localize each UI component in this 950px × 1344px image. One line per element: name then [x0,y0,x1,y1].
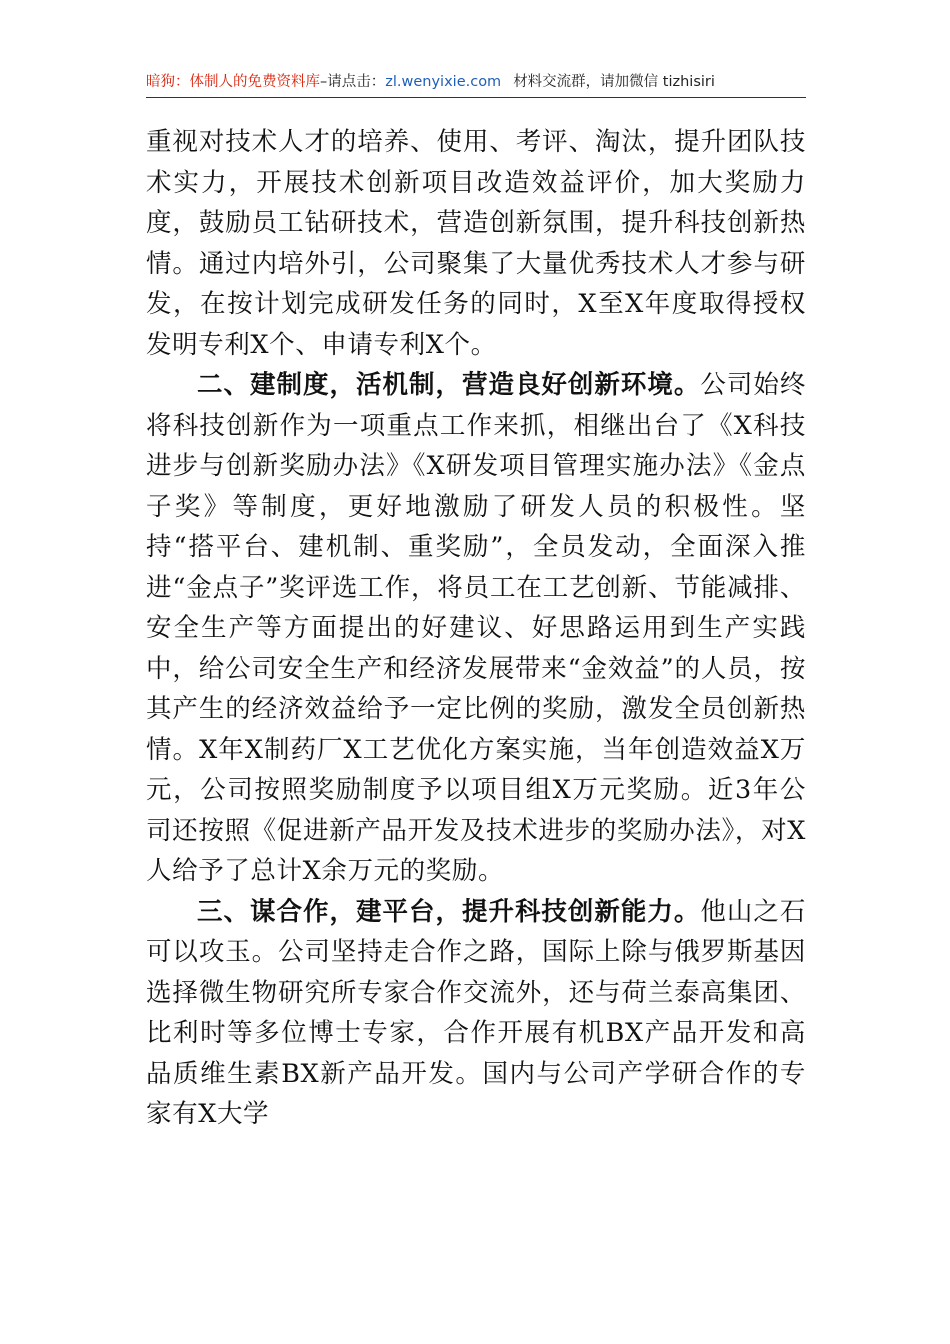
section-heading: 三、谋合作，建平台，提升科技创新能力。 [197,896,701,927]
document-body [146,122,806,1135]
header-group-info: 材料交流群，请加微信 tizhisiri [513,74,715,90]
paragraph-body: 重视对技术人才的培养、使用、考评、淘汰，提升团队技术实力，开展技术创新项目改造效益评价，加大奖励力度，鼓励员工钻研技术，营造创新氛围，提升科技创新热情。通过内培外引，公司聚集了大量优秀技术人才参与研发，在按计划完成研发任务的同时，X至X年度取得授权发明专利X个、申请专利X个。 [146,127,806,360]
paragraph-continuation [146,122,806,365]
paragraph-body: 公司始终将科技创新作为一项重点工作来抓，相继出台了《X科技进步与创新奖励办法》《X研发项目管理实施办法》《金点子奖》等制度，更好地激励了研发人员的积极性。坚持“搭平台、建机制、重奖励”，全员发动，全面深入推进“金点子”奖评选工作，将员工在工艺创新、节能减排、安全生产等方面提出的好建议、好思路运用到生产实践中，给公司安全生产和经济发展带来“金效益”的人员，按其产生的经济效益给予一定比例的奖励，激发全员创新热情。X年X制药厂X工艺优化方案实施，当年创造效益X万元，公司按照奖励制度予以项目组X万元奖励。近3年公司还按照《促进新产品开发及技术进步的奖励办法》，对X人给予了总计X余万元的奖励。 [146,370,806,886]
header-link-prefix: –请点击： [320,74,386,90]
paragraph-section-3 [146,892,806,1135]
header-url-link[interactable]: zl.wenyixie.com [385,74,502,90]
header-promo: 暗狗：体制人的免费资料库 [146,74,320,90]
header-divider [146,97,806,98]
section-heading: 二、建制度，活机制，营造良好创新环境。 [197,370,701,400]
paragraph-body: 他山之石可以攻玉。公司坚持走合作之路，国际上除与俄罗斯基因选择微生物研究所专家合作交流外，还与荷兰泰高集团、比利时等多位博士专家，合作开展有机BX产品开发和高品质维生素BX新产品开发。国内与公司产学研合作的专家有X大学 [146,896,806,1129]
page-header [146,70,806,94]
paragraph-section-2 [146,365,806,892]
